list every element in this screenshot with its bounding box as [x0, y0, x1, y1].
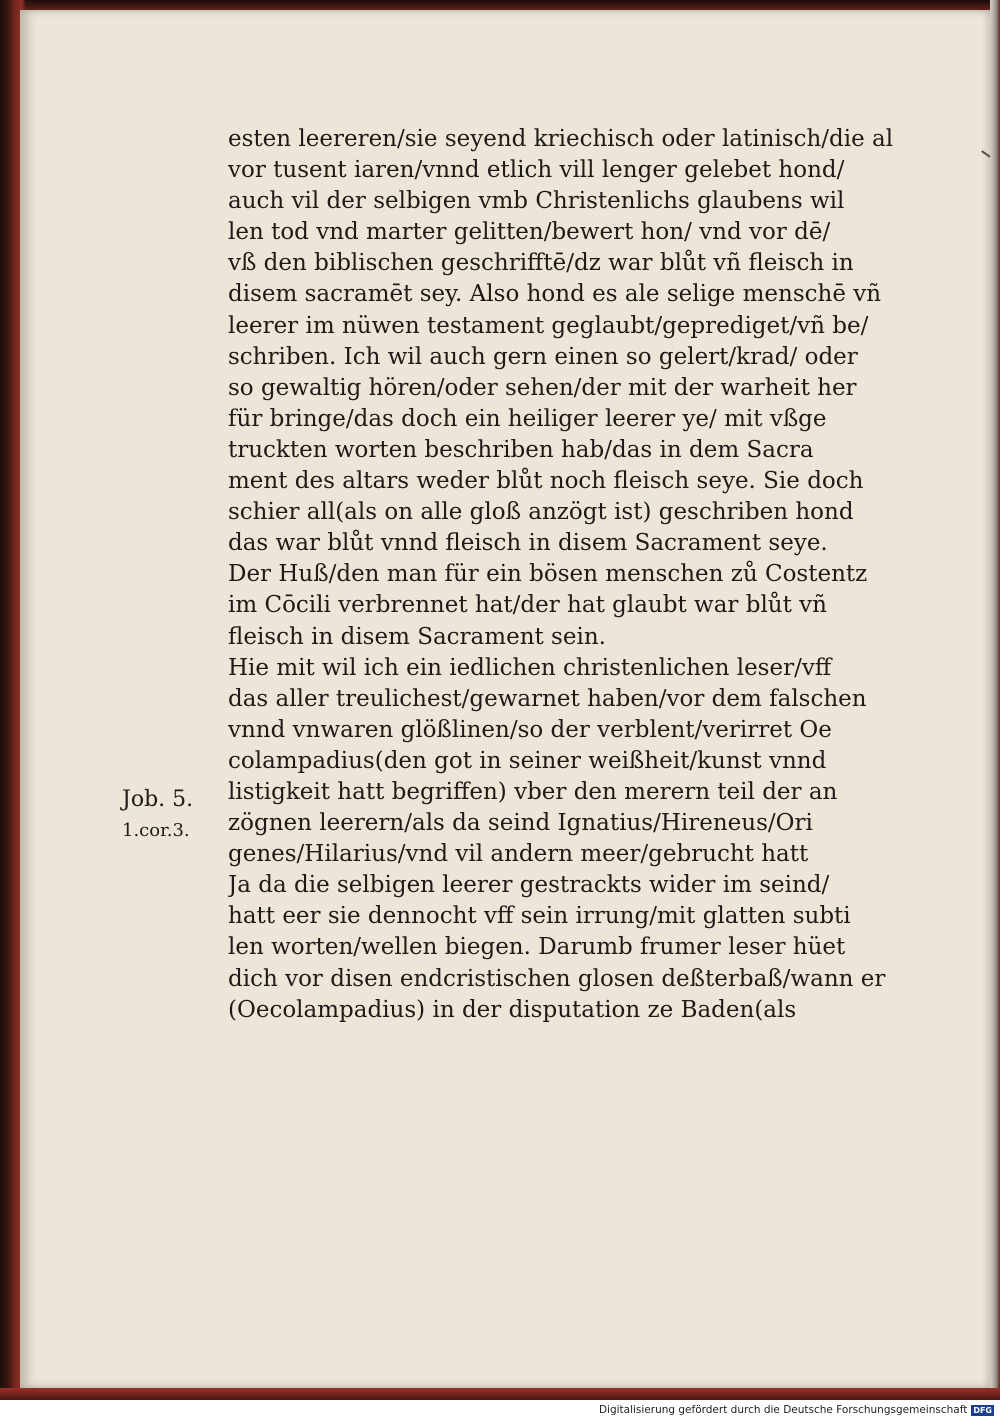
- text-line: vnnd vnwaren glößlinen/so der verblent/verirret Oe: [228, 716, 832, 743]
- text-line: vß den biblischen geschrifftē/dz war blůt vñ fleisch in: [228, 250, 854, 277]
- text-line: Der Huß/den man für ein bösen menschen zů Costentz: [228, 561, 868, 588]
- ink-mark: [975, 150, 990, 166]
- text-line: len tod vnd marter gelitten/bewert hon/ vnd vor dē/: [228, 219, 831, 246]
- text-line: listigkeit hatt begriffen) vber den merern teil der an: [228, 778, 838, 805]
- book-edge-bottom: [0, 1388, 1000, 1400]
- text-line: vor tusent iaren/vnnd etlich vill lenger gelebet hond/: [228, 157, 845, 184]
- text-line: so gewaltig hören/oder sehen/der mit der warheit her: [228, 374, 857, 401]
- text-line: fleisch in disem Sacrament sein.: [228, 623, 606, 650]
- funding-notice: Digitalisierung gefördert durch die Deutsche Forschungsgemeinschaft: [598, 1404, 968, 1416]
- text-line: len worten/wellen biegen. Darumb frumer leser hüet: [228, 934, 846, 961]
- text-line: zögnen leerern/als da seind Ignatius/Hireneus/Ori: [228, 810, 813, 837]
- text-line: das aller treulichest/gewarnet haben/vor dem falschen: [228, 685, 867, 712]
- text-line: im Cōcili verbrennet hat/der hat glaubt war blůt vñ: [228, 592, 827, 619]
- text-line: leerer im nüwen testament geglaubt/geprediget/vñ be/: [228, 312, 869, 339]
- text-line: für bringe/das doch ein heiliger leerer ye/ mit vßge: [228, 405, 827, 432]
- marginal-note-corinthians: 1.cor.3.: [122, 820, 190, 841]
- book-edge-right: [990, 0, 1000, 1400]
- marginal-note-job: Job. 5.: [122, 787, 194, 812]
- text-line: truckten worten beschriben hab/das in dem Sacra: [228, 436, 814, 463]
- text-line: esten leereren/sie seyend kriechisch oder latinisch/die al: [228, 126, 894, 152]
- text-line: Hie mit wil ich ein iedlichen christenlichen leser/vff: [228, 654, 832, 681]
- text-line: ment des altars weder blůt noch fleisch seye. Sie doch: [228, 468, 864, 495]
- dfg-logo: DFG: [973, 1405, 992, 1415]
- text-line: genes/Hilarius/vnd vil andern meer/gebrucht hatt: [228, 841, 809, 868]
- text-line: disem sacramēt sey. Also hond es ale selige menschē vñ: [228, 281, 882, 308]
- text-line: schriben. Ich wil auch gern einen so gelert/krad/ oder: [228, 343, 858, 370]
- text-line: colampadius(den got in seiner weißheit/kunst vnnd: [228, 747, 827, 774]
- text-block: [228, 124, 928, 1026]
- text-line: schier all(als on alle gloß anzögt ist) geschriben hond: [228, 499, 854, 526]
- text-line: dich vor disen endcristischen glosen deßterbaß/wann er: [228, 965, 886, 992]
- text-line: (Oecolampadius) in der disputation ze Baden(als: [228, 996, 797, 1023]
- text-line: das war blůt vnnd fleisch in disem Sacrament seye.: [228, 530, 828, 557]
- footer-bar: [0, 1400, 1000, 1420]
- text-line: auch vil der selbigen vmb Christenlichs glaubens wil: [228, 188, 845, 215]
- text-line: hatt eer sie dennocht vff sein irrung/mit glatten subti: [228, 903, 851, 930]
- text-line: Ja da die selbigen leerer gestrackts wider im seind/: [228, 872, 830, 899]
